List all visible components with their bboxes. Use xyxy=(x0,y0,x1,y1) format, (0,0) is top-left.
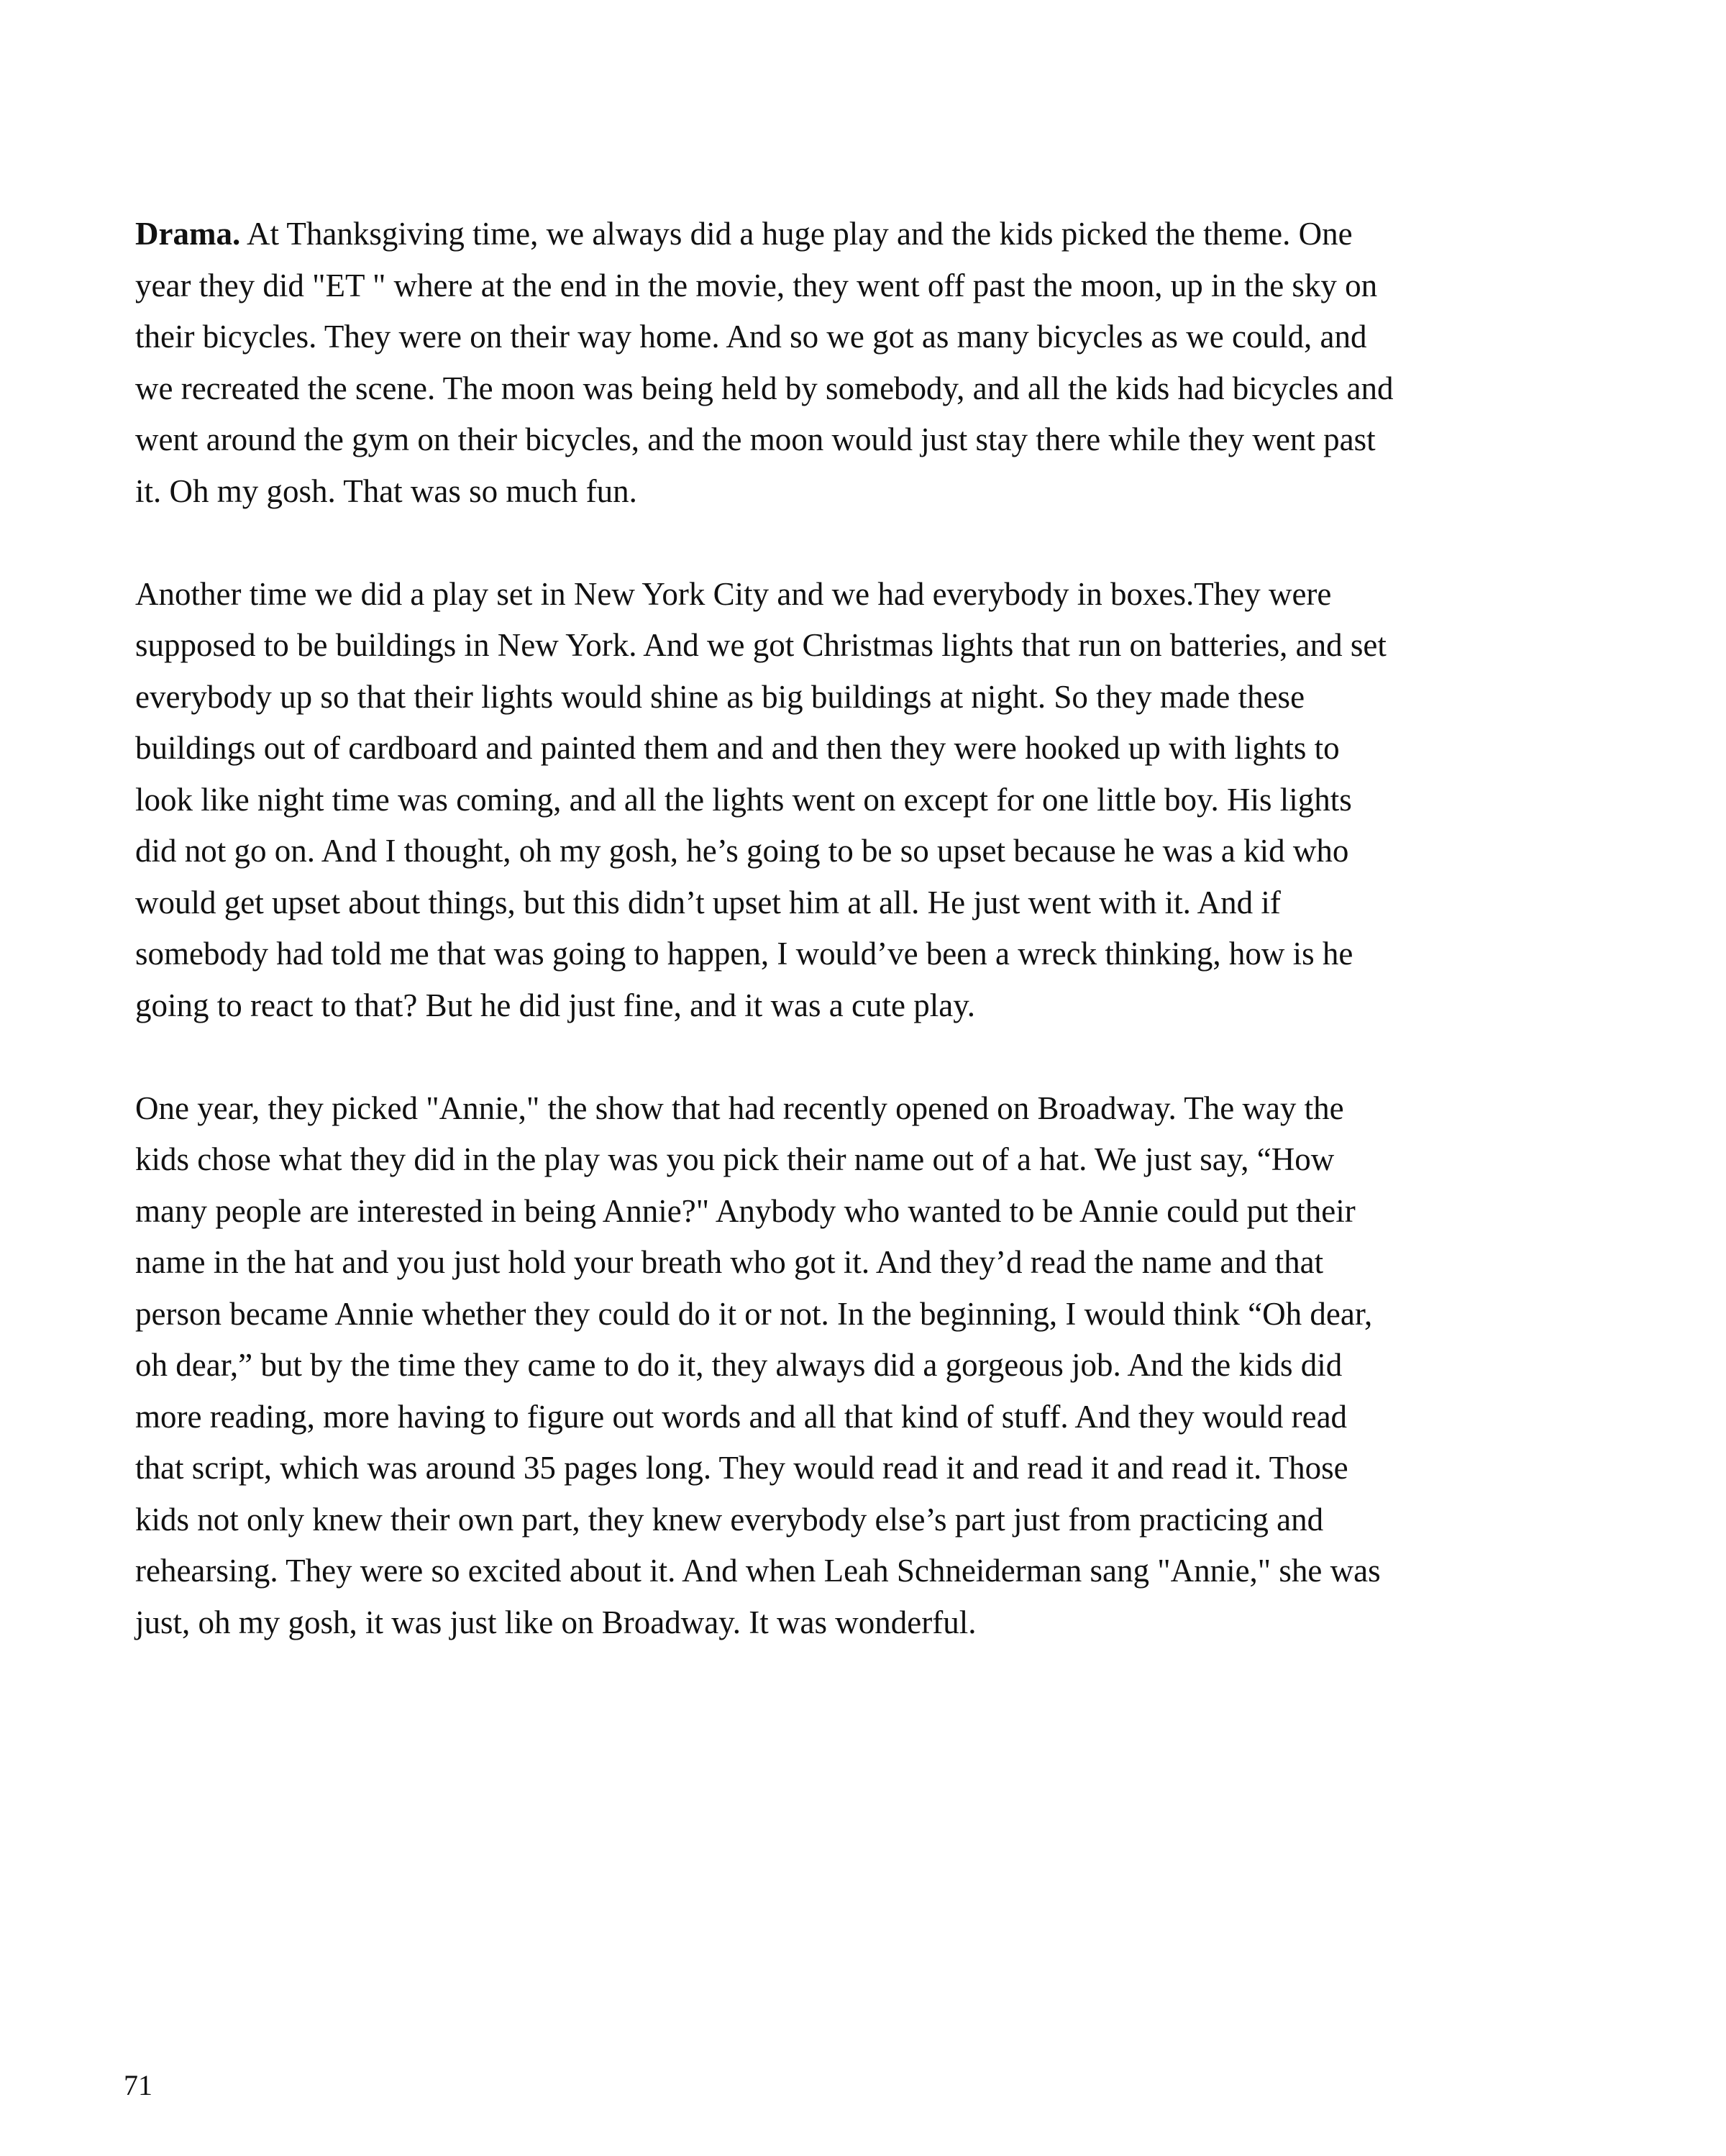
paragraph-3: One year, they picked "Annie," the show that had recently opened on Broadway. The way the kids chose what they did in the play was you pick their name out of a hat. We just say, “How many people are interested in being Annie?" Anybody who wanted to be Annie could put their name in the hat and you just hold your breath who got it. And they’d read the name and that person became Annie whether they could do it or not. In the beginning, I would think “Oh dear, oh dear,” but by the time they came to do it, they always did a gorgeous job. And the kids did more reading, more having to figure out words and all that kind of stuff. And they would read that script, which was around 35 pages long. They would read it and read it and read it. Those kids not only knew their own part, they knew everybody else’s part just from practicing and rehearsing. They were so excited about it. And when Leah Schneiderman sang "Annie," she was just, oh my gosh, it was just like on Broadway. It was wonderful. xyxy=(135,1090,1381,1640)
paragraph-1 xyxy=(135,209,1588,517)
paragraph-2: Another time we did a play set in New York City and we had everybody in boxes.They were supposed to be buildings in New York. And we got Christmas lights that run on batteries, and set everybody up so that their lights would shine as big buildings at night. So they made these buildings out of cardboard and painted them and and then they were hooked up with lights to look like night time was coming, and all the lights went on except for one little boy. His lights did not go on. And I thought, oh my gosh, he’s going to be so upset because he was a kid who would get upset about things, but this didn’t upset him at all. He just went with it. And if somebody had told me that was going to happen, I would’ve been a wreck thinking, how is he going to react to that? But he did just fine, and it was a cute play. xyxy=(135,575,1387,1023)
body-text xyxy=(135,209,1588,1700)
section-heading: Drama. xyxy=(135,216,241,252)
paragraph-1-text: At Thanksgiving time, we always did a huge play and the kids picked the theme. One year they did "ET " where at the end in the movie, they went off past the moon, up in the sky on their bicycles. They were on their way home. And so we got as many bicycles as we could, and we recreated the scene. The moon was being held by somebody, and all the kids had bicycles and went around the gym on their bicycles, and the moon would just stay there while they went past it. Oh my gosh. That was so much fun. xyxy=(135,216,1394,509)
page-number: 71 xyxy=(124,2069,152,2101)
